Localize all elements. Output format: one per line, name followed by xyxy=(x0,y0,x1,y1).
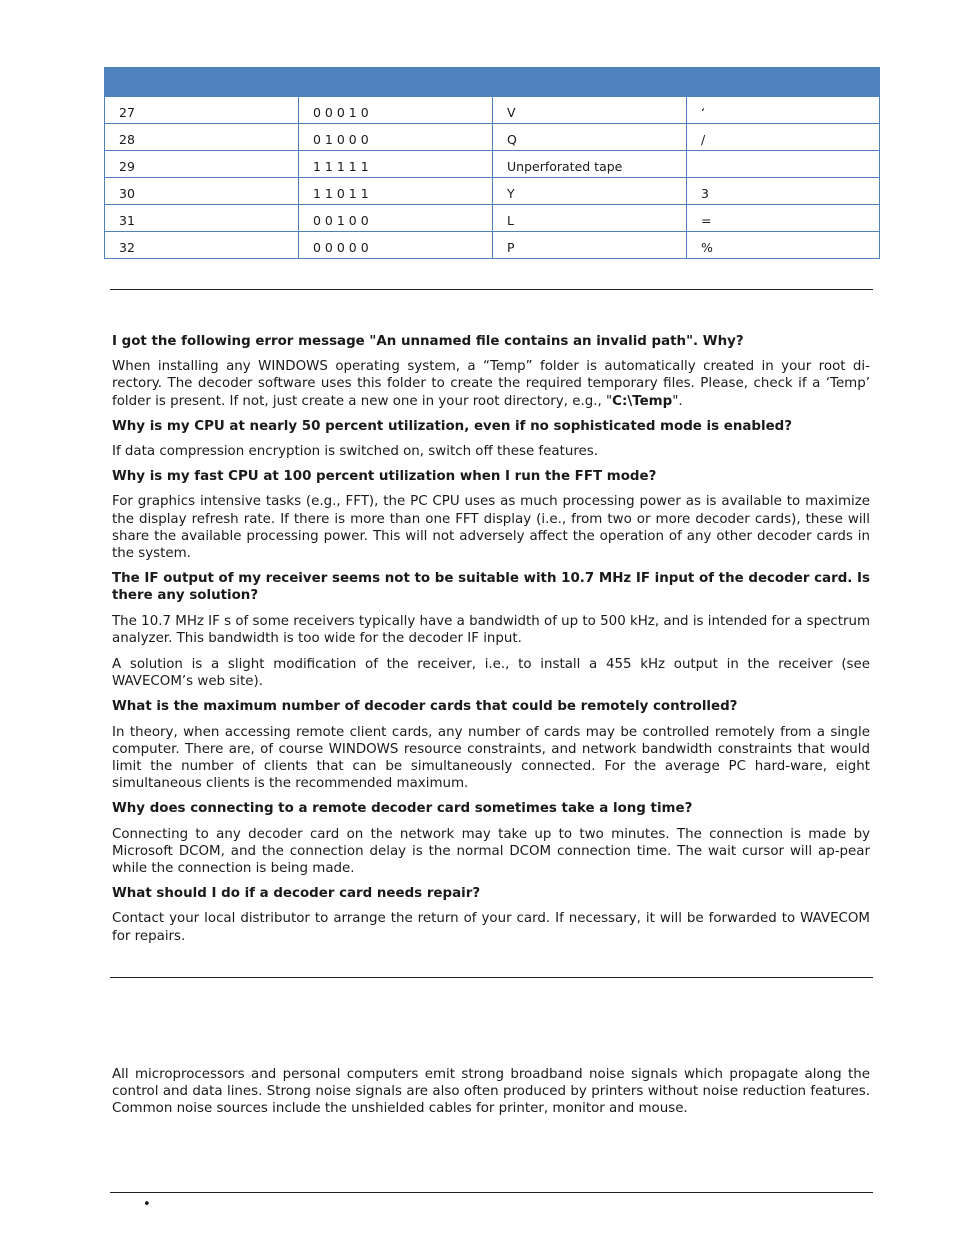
table-cell: 30 xyxy=(105,178,299,205)
faq-answer: A solution is a slight modification of the receiver, i.e., to install a 455 kHz output in the receiver (see WAVECOM’s web site). xyxy=(112,657,870,690)
faq-answer: The 10.7 MHz IF s of some receivers typically have a bandwidth of up to 500 kHz, and is intended for a spectrum analyzer. This bandwidth is too wide for the decoder IF input. xyxy=(112,613,870,646)
table-cell: V xyxy=(493,97,687,124)
divider xyxy=(110,289,873,290)
faq-answer: Contact your local distributor to arrange the return of your card. If necessary, it will be forwarded to WAVECOM for repairs. xyxy=(112,911,870,944)
faq-answer: Connecting to any decoder card on the network may take up to two minutes. The connection is made by Microsoft DCOM, and the connection delay is the normal DCOM connection time. The wait cursor will ap-pear while the connection is being made. xyxy=(112,826,870,877)
faq-question: Why is my fast CPU at 100 percent utilization when I run the FFT mode? xyxy=(112,469,657,485)
table-cell: 27 xyxy=(105,97,299,124)
table-cell: Q xyxy=(493,124,687,151)
faq-section xyxy=(112,333,870,945)
code-table xyxy=(104,67,880,259)
footer-bullet: • xyxy=(143,1197,151,1212)
table-row xyxy=(105,232,880,259)
faq-question: What is the maximum number of decoder cards that could be remotely controlled? xyxy=(112,699,738,715)
table-cell: ‘ xyxy=(687,97,880,124)
table-cell: % xyxy=(687,232,880,259)
table-cell: 0 0 1 0 0 xyxy=(299,205,493,232)
table-cell: 29 xyxy=(105,151,299,178)
table-cell xyxy=(687,151,880,178)
table-cell: 0 1 0 0 0 xyxy=(299,124,493,151)
footer-divider xyxy=(110,1192,873,1193)
noise-paragraph: All microprocessors and personal computers emit strong broadband noise signals which propagate along the control and data lines. Strong noise signals are also often produced by printers without noise reduction features. Common noise sources include the unshielded cables for printer, monitor and mouse. xyxy=(112,1067,870,1117)
table-cell: 28 xyxy=(105,124,299,151)
table-cell: L xyxy=(493,205,687,232)
table-cell: 3 xyxy=(687,178,880,205)
table-cell: 32 xyxy=(105,232,299,259)
table-cell: / xyxy=(687,124,880,151)
faq-question: Why is my CPU at nearly 50 percent utilization, even if no sophisticated mode is enabled? xyxy=(112,418,793,434)
noise-section xyxy=(112,1066,870,1118)
table-cell: P xyxy=(493,232,687,259)
table-cell: Y xyxy=(493,178,687,205)
table-cell: 0 0 0 1 0 xyxy=(299,97,493,124)
table-row xyxy=(105,205,880,232)
faq-answer: For graphics intensive tasks (e.g., FFT), the PC CPU uses as much processing power as is available to maximize the display refresh rate. If there is more than one FFT display (i.e., from two or more decoder cards), these will share the available processing power. This will not adversely affect the operation of any other decoder cards in the system. xyxy=(112,494,870,562)
faq-answer: When installing any WINDOWS operating system, a “Temp” folder is automatically created in your root di-rectory. The decoder software uses this folder to create the required temporary files. Please, check if a ‘Temp’ folder is present. If not, just create a new one in your root directory, e.g., "C:\Temp". xyxy=(112,359,870,409)
faq-answer: If data compression encryption is switched on, switch off these features. xyxy=(112,444,599,460)
faq-question: Why does connecting to a remote decoder card sometimes take a long time? xyxy=(112,801,693,817)
table-header-row xyxy=(105,68,880,97)
table-cell: 0 0 0 0 0 xyxy=(299,232,493,259)
faq-question: I got the following error message "An unnamed file contains an invalid path". Why? xyxy=(112,334,744,349)
faq-answer: In theory, when accessing remote client cards, any number of cards may be controlled remotely from a single computer. There are, of course WINDOWS resource constraints, and network bandwidth constraints that would limit the number of clients that can be simultaneously connected. For the average PC hard-ware, eight simultaneous clients is the recommended maximum. xyxy=(112,724,870,792)
table-cell: 1 1 1 1 1 xyxy=(299,151,493,178)
table-cell: 1 1 0 1 1 xyxy=(299,178,493,205)
table-row xyxy=(105,97,880,124)
table-cell: 31 xyxy=(105,205,299,232)
divider xyxy=(110,977,873,978)
table-row xyxy=(105,151,880,178)
table-row xyxy=(105,178,880,205)
faq-question: What should I do if a decoder card needs repair? xyxy=(112,886,481,902)
table-cell: Unperforated tape xyxy=(493,151,687,178)
table-cell: = xyxy=(687,205,880,232)
faq-question: The IF output of my receiver seems not to be suitable with 10.7 MHz IF input of the decoder card. Is there any solution? xyxy=(112,571,870,604)
table-row xyxy=(105,124,880,151)
